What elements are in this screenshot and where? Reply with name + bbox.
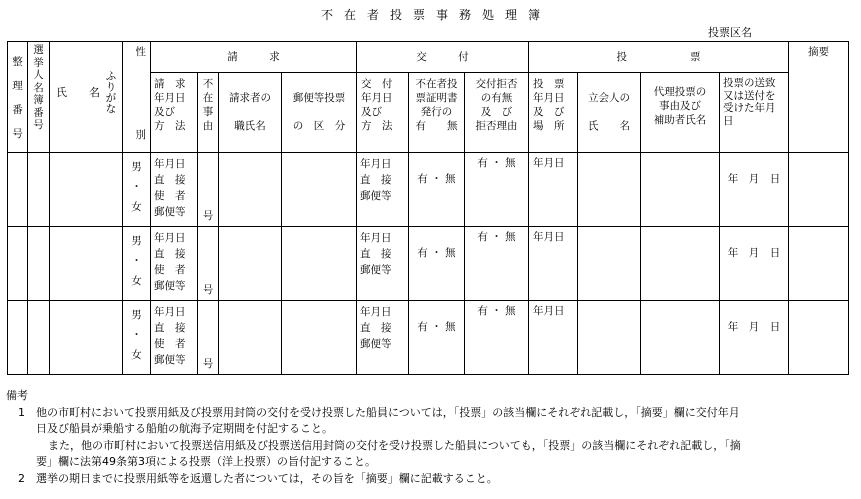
title-char: 簿 <box>527 8 540 22</box>
header-seikyusha-line: 請求者の <box>229 92 271 105</box>
cell-tohyo-date[interactable] <box>529 153 578 227</box>
cell-seikyu-method[interactable] <box>151 153 198 227</box>
cell-dairi[interactable] <box>641 153 720 227</box>
header-dairi-line: 代理投票の <box>653 86 707 99</box>
header-seiri-line: 番 <box>12 104 23 116</box>
cell-kyohi[interactable] <box>465 153 529 227</box>
cell-yubin-kubun[interactable] <box>282 301 357 375</box>
header-shomeisho <box>409 73 465 153</box>
tohyo-date: 年月日 <box>533 157 565 169</box>
kyohi-umu: 有 ・ 無 <box>477 157 516 169</box>
header-kyohi <box>465 73 529 153</box>
header-shomeisho-line: 有 無 <box>415 120 458 133</box>
seikyu-method: 郵便等 <box>154 206 186 218</box>
header-kofu-date-line: 方 法 <box>361 120 393 133</box>
header-kofu-date-line: 年月日 <box>361 92 393 105</box>
soti-date: 年 月 日 <box>727 173 781 185</box>
table-row <box>8 301 849 375</box>
seikyu-method: 年月日 <box>154 158 186 170</box>
soti-date: 年 月 日 <box>727 247 781 259</box>
cell-shomeisho[interactable] <box>409 227 465 301</box>
title-char: 者 <box>366 8 379 22</box>
tohyo-date: 年月日 <box>533 231 565 243</box>
note-1-line-c: また，他の市町村において投票送信用紙及び投票送信用封筒の交付を受け投票した船員についても，「投票」の該当欄にそれぞれ記載し，「摘 <box>48 438 741 452</box>
cell-seikyu-method[interactable] <box>151 227 198 301</box>
header-seikyusha-line: 職氏名 <box>234 120 266 133</box>
cell-name[interactable] <box>50 301 123 375</box>
kofu-method: 年月日 <box>360 306 392 318</box>
kofu-method: 直 接 <box>360 174 392 186</box>
header-yubin-line <box>282 105 356 119</box>
cell-tohyo-date[interactable] <box>529 301 578 375</box>
title-char: 投 <box>389 8 402 22</box>
header-soti-line: 又は送付を <box>723 89 776 102</box>
header-soti-line: 日 <box>723 114 734 127</box>
cell-yubin-kubun[interactable] <box>282 227 357 301</box>
kofu-method: 年月日 <box>360 232 392 244</box>
cell-shomeisho[interactable] <box>409 153 465 227</box>
cell-seikyusha[interactable] <box>219 227 282 301</box>
header-shimei: 氏 名 <box>56 86 100 99</box>
cell-senkyo[interactable] <box>28 153 50 227</box>
header-senkyo-line: 号 <box>33 119 44 131</box>
kyohi-umu: 有 ・ 無 <box>477 305 516 317</box>
cell-senkyo[interactable] <box>28 301 50 375</box>
header-fuzai-line: 不 <box>202 78 214 91</box>
header-seiri-line: 理 <box>12 80 23 92</box>
cell-fuzai-jiyu[interactable] <box>198 153 219 227</box>
cell-soti[interactable] <box>720 227 789 301</box>
header-soti-line: 投票の送致 <box>723 77 776 90</box>
cell-kofu-method[interactable] <box>357 227 409 301</box>
seikyu-method: 使 者 <box>154 338 186 350</box>
note-2-number: 2 <box>18 471 25 485</box>
header-senkyo-line: 挙 <box>33 56 44 69</box>
cell-kofu-method[interactable] <box>357 301 409 375</box>
header-tachiainin-line: 立会人の <box>588 92 630 105</box>
title-char: 理 <box>504 8 517 22</box>
go-label: 号 <box>202 210 214 222</box>
cell-kyohi[interactable] <box>465 301 529 375</box>
title-char: 票 <box>412 8 425 22</box>
kofu-method: 郵便等 <box>360 264 392 276</box>
header-seiri-line: 整 <box>12 56 23 68</box>
header-seikyu-date-line: 方 法 <box>154 120 186 133</box>
header-kyohi-line: の有無 <box>480 92 513 105</box>
sex-option: 女 <box>131 201 142 213</box>
header-seiri <box>8 42 28 153</box>
seikyu-method: 直 接 <box>154 322 186 334</box>
header-seikyu-date-line: 請 求 <box>154 78 186 91</box>
header-seikyu-date-line: 年月日 <box>154 92 186 105</box>
cell-shomeisho[interactable] <box>409 301 465 375</box>
seikyu-method: 使 者 <box>154 264 186 276</box>
header-kofu: 交 付 <box>357 42 529 73</box>
seikyu-method: 使 者 <box>154 190 186 202</box>
sex-option: ・ <box>131 181 142 193</box>
cell-kofu-method[interactable] <box>357 153 409 227</box>
shomeisho-umu: 有 ・ 無 <box>417 247 456 259</box>
header-seikyu-date-line: 及び <box>154 106 175 119</box>
title-char: 務 <box>458 8 471 22</box>
header-fuzai-line: 在 <box>202 92 214 105</box>
sex-option: ・ <box>131 329 142 341</box>
cell-tekiyo[interactable] <box>789 153 849 227</box>
header-seiri-line: 号 <box>12 128 23 140</box>
cell-yubin-kubun[interactable] <box>282 153 357 227</box>
kofu-method: 郵便等 <box>360 190 392 202</box>
header-kyohi-line: 拒否理由 <box>475 120 518 133</box>
cell-tekiyo[interactable] <box>789 227 849 301</box>
header-sex <box>123 42 151 153</box>
header-tohyo: 投 票 <box>529 42 789 73</box>
header-fuzai-line: 事 <box>202 106 214 119</box>
header-furigana: ふりがな <box>104 70 117 114</box>
header-kyohi-line: 交付拒否 <box>475 78 518 91</box>
cell-tachiainin[interactable] <box>578 227 641 301</box>
header-soti-line: 受けた年月 <box>723 102 776 115</box>
seikyu-method: 年月日 <box>154 232 186 244</box>
cell-dairi[interactable] <box>641 301 720 375</box>
shomeisho-umu: 有 ・ 無 <box>417 321 456 333</box>
header-senkyo-line: 選 <box>33 44 44 56</box>
cell-sex[interactable] <box>123 227 151 301</box>
header-shomeisho-line: 票証明書 <box>415 92 458 105</box>
header-sei: 性 <box>135 46 146 58</box>
cell-tohyo-date[interactable] <box>529 227 578 301</box>
title-char: 事 <box>435 8 448 22</box>
header-senkyo-line: 名 <box>33 81 44 94</box>
header-senkyo-line: 人 <box>33 69 44 81</box>
seikyu-method: 郵便等 <box>154 354 186 366</box>
note-1-number: 1 <box>18 405 25 419</box>
cell-seikyusha[interactable] <box>219 153 282 227</box>
notes-head: 備考 <box>6 389 28 402</box>
header-kofu-date-line: 交 付 <box>361 78 393 91</box>
note-1-line-b: 日及び船員が乗船する船舶の航海予定期間を付記すること。 <box>36 422 333 435</box>
header-seikyusha <box>219 73 282 153</box>
header-tohyo-date-line: 及 び <box>533 106 565 119</box>
note-2-line-a: 選挙の期日までに投票用紙等を返還した者については，その旨を「摘要」欄に記載すること。 <box>36 471 498 485</box>
seikyu-method: 直 接 <box>154 174 186 186</box>
cell-fuzai-jiyu[interactable] <box>198 301 219 375</box>
header-kofu-date <box>357 73 409 153</box>
seikyu-method: 年月日 <box>154 306 186 318</box>
cell-seiri[interactable] <box>8 301 28 375</box>
header-yubin-kubun <box>282 73 357 153</box>
cell-seiri[interactable] <box>8 227 28 301</box>
cell-soti[interactable] <box>720 153 789 227</box>
kofu-method: 年月日 <box>360 158 392 170</box>
cell-name[interactable] <box>50 227 123 301</box>
note-1-line-d: 要」欄に法第49条第3項による投票（洋上投票）の旨付記すること。 <box>36 455 376 468</box>
header-senkyo-line: 簿 <box>33 94 44 106</box>
title-char: 不 <box>320 8 333 22</box>
header-dairi-line: 補助者氏名 <box>653 114 707 127</box>
header-tachiainin <box>578 73 641 153</box>
header-tachiainin-line <box>578 105 640 119</box>
header-tohyo-date <box>529 73 578 153</box>
sex-option: 男 <box>131 161 142 173</box>
header-fuzai-line: 由 <box>202 120 214 133</box>
title-char: 在 <box>343 8 356 22</box>
header-tohyo-date-line: 年月日 <box>533 92 565 105</box>
header-kofu-date-line: 及び <box>361 106 382 119</box>
sex-option: 女 <box>131 349 142 361</box>
table-row <box>8 227 849 301</box>
header-seikyu: 請 求 <box>151 42 357 73</box>
header-dairi-line: 事由及び <box>659 100 701 113</box>
cell-fuzai-jiyu[interactable] <box>198 227 219 301</box>
header-shomeisho-line: 不在者投 <box>415 78 458 91</box>
go-label: 号 <box>202 358 214 370</box>
note-1-line-a: 他の市町村において投票用紙及び投票用封筒の交付を受け投票した船員については，「投票」の該当欄にそれぞれ記載し，「摘要」欄に交付年月 <box>36 405 740 419</box>
cell-dairi[interactable] <box>641 227 720 301</box>
cell-tachiainin[interactable] <box>578 153 641 227</box>
title-char: 処 <box>481 8 494 22</box>
cell-sex[interactable] <box>123 301 151 375</box>
header-name <box>50 42 123 153</box>
header-betsu: 別 <box>135 129 146 141</box>
header-kyohi-line: 及 び <box>480 106 513 119</box>
sex-option: ・ <box>131 255 142 267</box>
cell-name[interactable] <box>50 153 123 227</box>
header-soti <box>720 73 789 153</box>
header-seikyu-date <box>151 73 198 153</box>
kyohi-umu: 有 ・ 無 <box>477 231 516 243</box>
header-shomeisho-line: 発行の <box>420 106 453 119</box>
header-seikyusha-line <box>219 105 281 119</box>
cell-tekiyo[interactable] <box>789 301 849 375</box>
cell-seiri[interactable] <box>8 153 28 227</box>
header-dairi <box>641 73 720 153</box>
cell-soti[interactable] <box>720 301 789 375</box>
register-table <box>7 41 849 375</box>
go-label: 号 <box>202 284 214 296</box>
header-fuzai-jiyu <box>198 73 219 153</box>
header-senkyo <box>28 42 50 153</box>
header-tachiainin-line: 氏 名 <box>588 120 630 133</box>
kofu-method: 直 接 <box>360 322 392 334</box>
seikyu-method: 郵便等 <box>154 280 186 292</box>
cell-senkyo[interactable] <box>28 227 50 301</box>
sex-option: 男 <box>131 235 142 247</box>
header-yubin-line: の 区 分 <box>292 120 346 133</box>
cell-seikyusha[interactable] <box>219 301 282 375</box>
header-yubin-line: 郵便等投票 <box>292 92 346 105</box>
kofu-method: 直 接 <box>360 248 392 260</box>
table-row <box>8 153 849 227</box>
header-tohyo-date-line: 投 票 <box>533 78 565 91</box>
tohyo-date: 年月日 <box>533 305 565 317</box>
district-label: 投票区名 <box>708 26 752 39</box>
header-senkyo-line: 番 <box>33 106 44 119</box>
soti-date: 年 月 日 <box>727 321 781 333</box>
kofu-method: 郵便等 <box>360 338 392 350</box>
notes <box>6 388 741 487</box>
sex-option: 男 <box>131 309 142 321</box>
cell-sex[interactable] <box>123 153 151 227</box>
header-tohyo-date-line: 場 所 <box>533 120 565 133</box>
seikyu-method: 直 接 <box>154 248 186 260</box>
cell-tachiainin[interactable] <box>578 301 641 375</box>
cell-kyohi[interactable] <box>465 227 529 301</box>
sex-option: 女 <box>131 275 142 287</box>
header-tekiyo: 摘要 <box>789 42 849 153</box>
cell-seikyu-method[interactable] <box>151 301 198 375</box>
shomeisho-umu: 有 ・ 無 <box>417 173 456 185</box>
page-title <box>0 6 861 23</box>
